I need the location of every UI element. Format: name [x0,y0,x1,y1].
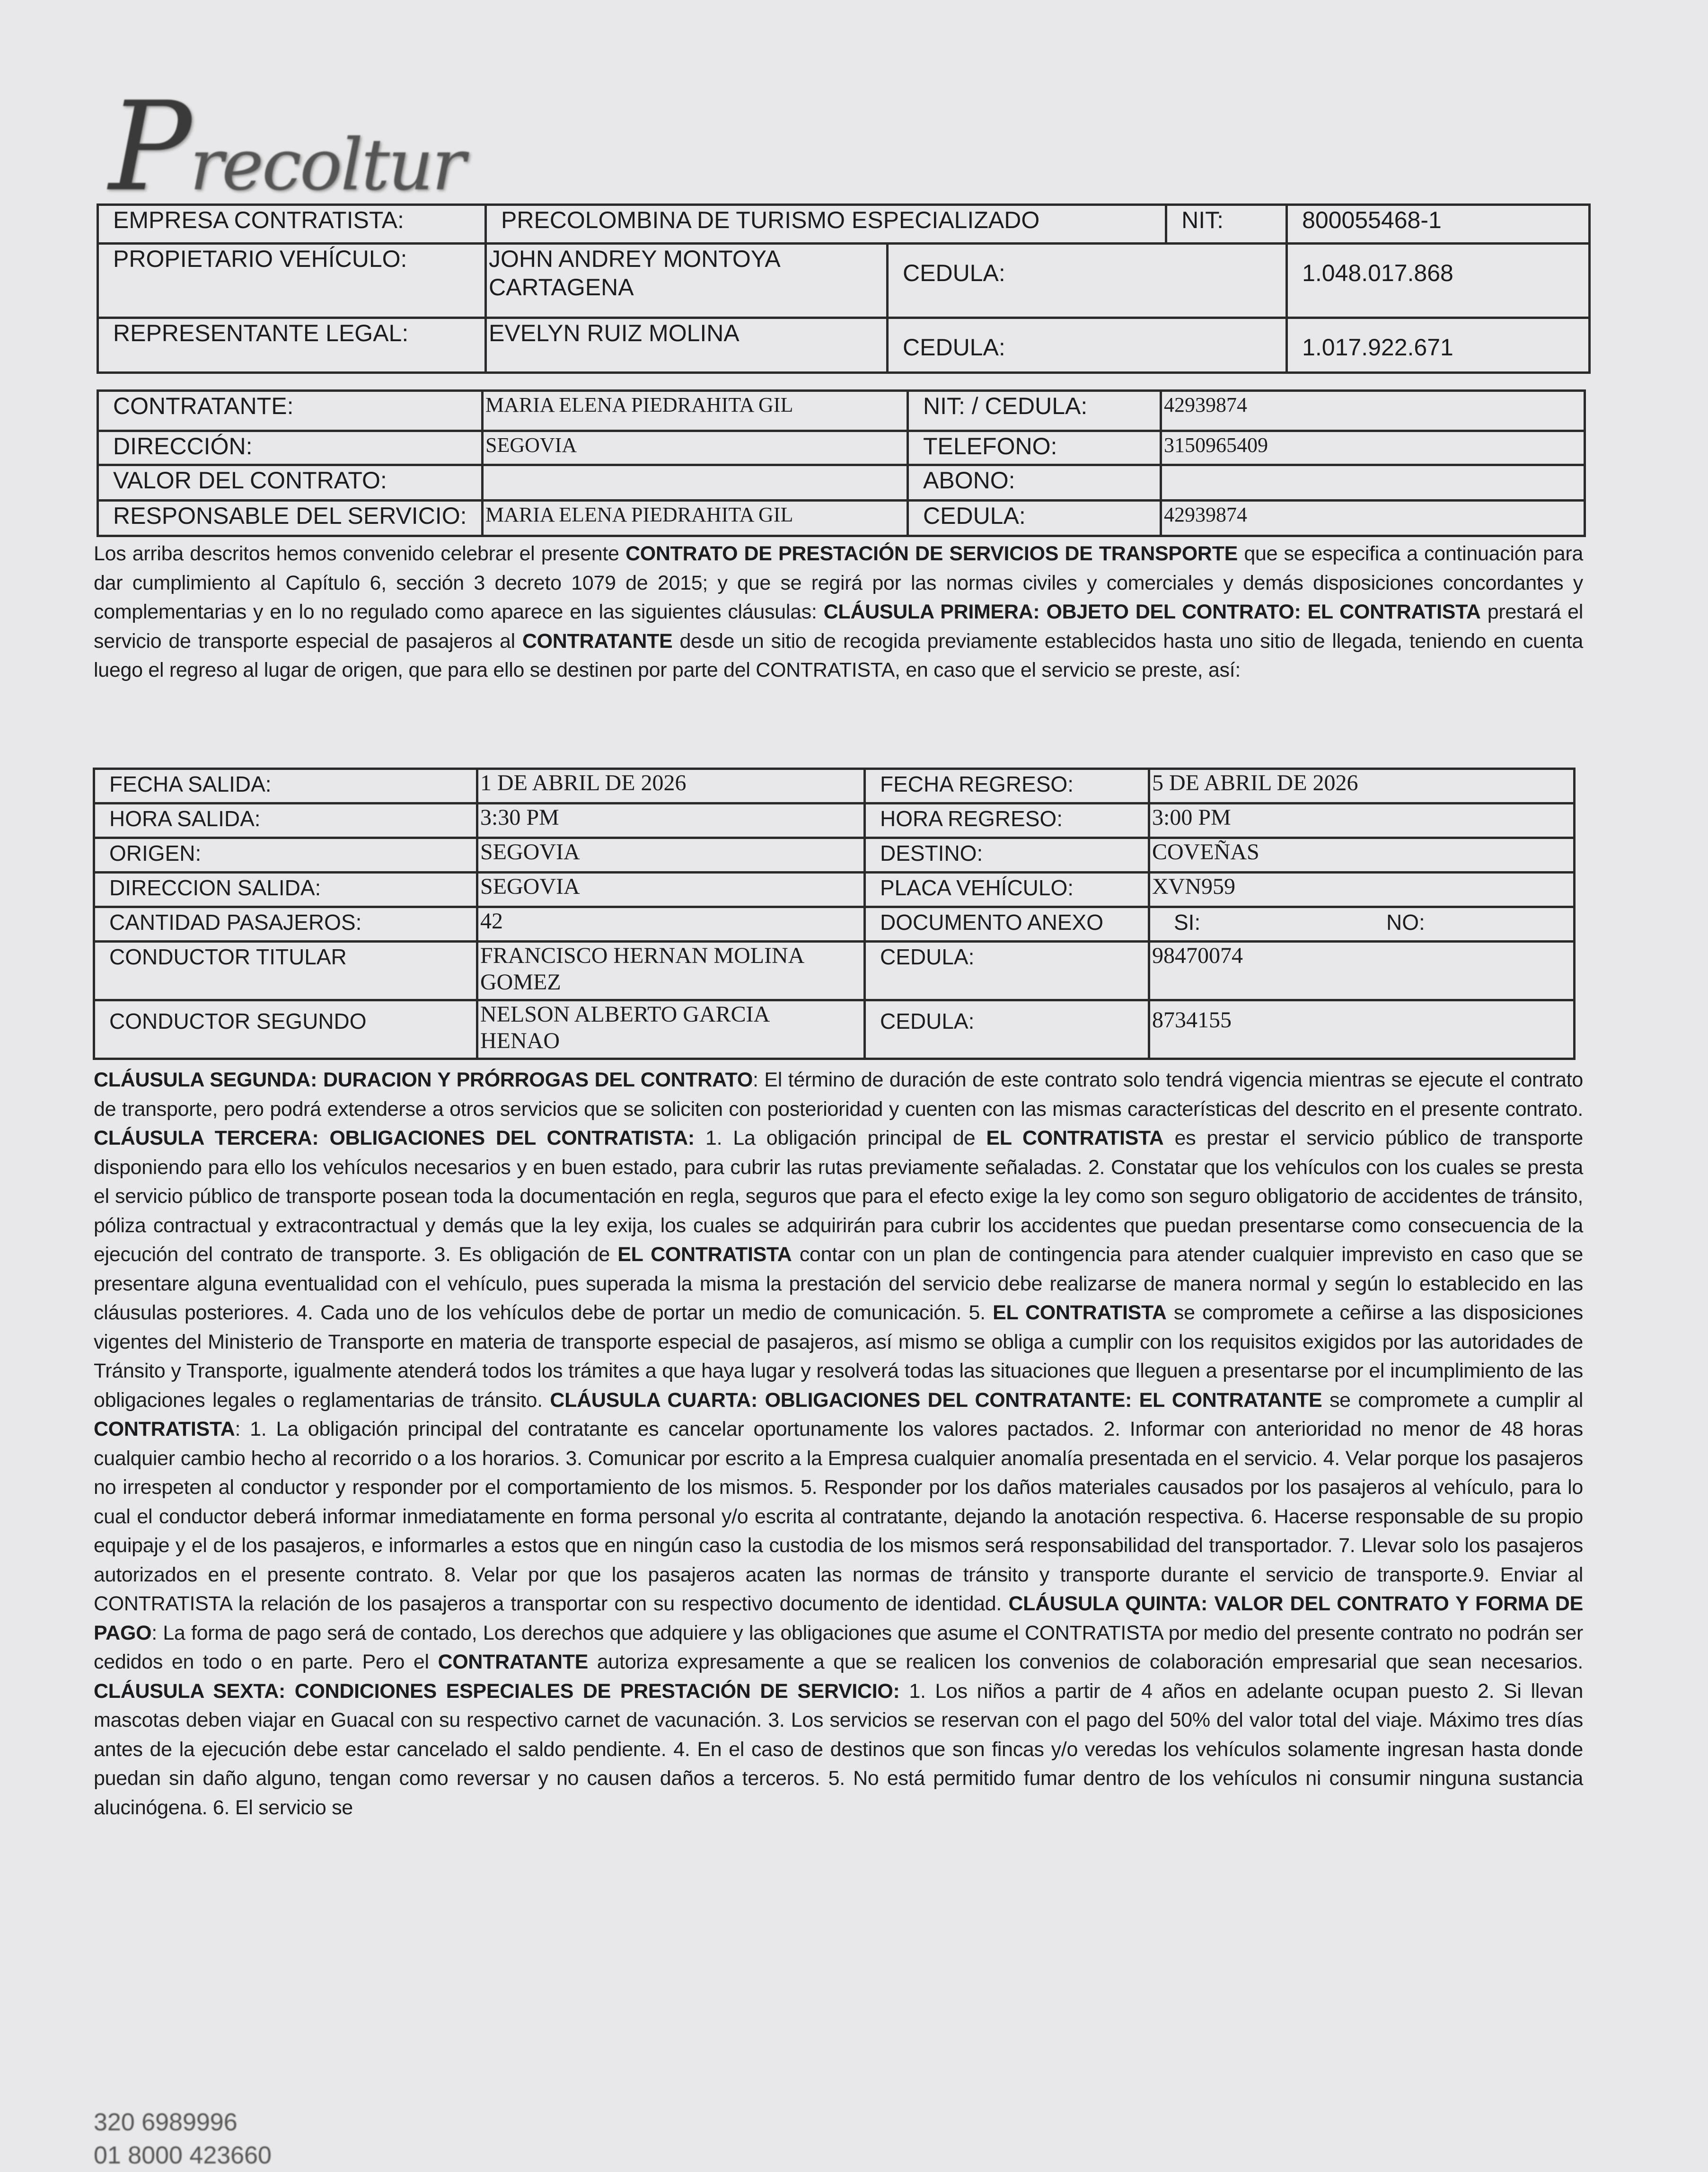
telefono-label: TELEFONO: [908,431,1161,465]
clause-text: : La forma de pago será de contado, Los derechos que adquiere y las obligaciones que asume el CONTRATISTA por medio del presente contrato no podrán ser cedidos en todo o en parte. Pero el [94,1621,1583,1673]
clause-heading: EL CONTRATISTA [617,1243,792,1266]
clause-text: contar con un plan de contingencia para atender cualquier imprevisto en caso que se presentare alguna eventualidad con el vehículo, pues superada la misma la prestación del servicio debe realizarse de manera normal y según lo establecido en las cláusulas posteriores. 4. Cada uno de los vehículos debe de portar un medio de comunicación. 5. [94,1243,1583,1324]
clause-heading: CLÁUSULA SEXTA: CONDICIONES ESPECIALES DE PRESTACIÓN DE SERVICIO: [94,1679,900,1703]
fecha-regreso-value: 5 DE ABRIL DE 2026 [1149,769,1575,803]
direccion-label: DIRECCIÓN: [98,431,483,465]
representante-cedula-label: CEDULA: [888,318,1287,373]
fecha-regreso-label: FECHA REGRESO: [865,769,1149,803]
direccion-salida-label: DIRECCION SALIDA: [94,873,477,907]
clause-text: autoriza expresamente a que se realicen los convenios de colaboración empresarial que sean necesarios. [588,1651,1583,1673]
clause-heading: CONTRATANTE [438,1651,589,1673]
conductor-titular-cedula-label: CEDULA: [865,942,1149,1000]
responsable-label: RESPONSABLE DEL SERVICIO: [98,501,483,536]
destino-label: DESTINO: [865,838,1149,873]
propietario-cedula-value: 1.048.017.868 [1287,244,1590,318]
clause-text: se compromete a cumplir al [1322,1388,1584,1412]
clause-text: 1. Los niños a partir de 4 años en adelante ocupan puesto 2. Si llevan mascotas deben viajar en Guacal con su respectivo carnet de vacunación. 3. Los servicios se reservan con el pago del 50% del valor total del viaje. Máximo tres días antes de la ejecución debe estar cancelado el saldo pendiente. 4. En el caso de destinos que son fincas y/o veredas los vehículos solamente ingresan hasta donde puedan sin daño alguno, tengan como reversar y no causen daños a terceros. 5. No está permitido fumar dentro de los vehículos ni consumir ninguna sustancia alucinógena. 6. El servicio se [94,1679,1583,1819]
no-checkbox-label[interactable]: NO: [1386,910,1425,935]
conductor-segundo-value: NELSON ALBERTO GARCIA HENAO [477,1000,865,1059]
clause-text: Los arriba descritos hemos convenido celebrar el presente [94,542,625,565]
conductor-titular-label: CONDUCTOR TITULAR [94,942,477,1000]
empresa-value: PRECOLOMBINA DE TURISMO ESPECIALIZADO [486,205,1166,244]
clause-heading: CONTRATISTA [94,1418,235,1440]
contratante-label: CONTRATANTE: [98,391,483,431]
conductor-segundo-cedula-label: CEDULA: [865,1000,1149,1059]
placa-label: PLACA VEHÍCULO: [865,873,1149,907]
contract-intro-paragraph [94,539,1583,685]
conductor-segundo-cedula-value: 8734155 [1149,1000,1575,1059]
valor-value [483,465,908,501]
clause-heading: EL CONTRATISTA [993,1301,1167,1324]
hora-regreso-label: HORA REGRESO: [865,803,1149,838]
hora-salida-value: 3:30 PM [477,803,865,838]
direccion-value: SEGOVIA [483,431,908,465]
telefono-value: 3150965409 [1161,431,1585,465]
propietario-cedula-label: CEDULA: [888,244,1287,318]
destino-value: COVEÑAS [1149,838,1575,873]
pasajeros-value: 42 [477,907,865,942]
clause-heading: CLÁUSULA SEGUNDA: DURACION Y PRÓRROGAS DEL CONTRATO [94,1068,753,1091]
fecha-salida-label: FECHA SALIDA: [94,769,477,803]
documento-anexo-label: DOCUMENTO ANEXO [865,907,1149,942]
responsable-value: MARIA ELENA PIEDRAHITA GIL [483,501,908,536]
clause-heading: CONTRATANTE [522,629,673,653]
clause-text: es prestar el servicio público de transporte disponiendo para ello los vehículos necesarios y en buen estado, para cubrir las rutas previamente señaladas. 2. Constatar que los vehículos con los cuales se presta el servicio público de transporte posean toda la documentación en regla, seguros que para el efecto exige la ley como son seguro obligatorio de accidentes de tránsito, póliza contractual y extracontractual y demás que la ley exija, los cuales se adquirirán para cubrir los accidentes que puedan presentarse como consecuencia de la ejecución del contrato de transporte. 3. Es obligación de [94,1127,1584,1266]
clause-heading: CLÁUSULA PRIMERA: OBJETO DEL CONTRATO: EL CONTRATISTA [823,600,1481,623]
client-table [97,389,1586,537]
abono-value [1161,465,1585,501]
clause-text: : El término de duración de este contrato solo tendrá vigencia mientras se ejecute el contrato de transporte, pero podrá extenderse a otros servicios que se soliciten con posterioridad y cuenten con las mismas características del descrito en el presente contrato. [94,1068,1583,1121]
nit-cedula-value: 42939874 [1161,391,1585,431]
company-logo [109,76,464,219]
clause-heading: CLÁUSULA QUINTA: VALOR DEL CONTRATO Y FORMA DE PAGO [94,1592,1584,1644]
conductor-titular-cedula-value: 98470074 [1149,942,1575,1000]
clause-heading: CONTRATO DE PRESTACIÓN DE SERVICIOS DE TRANSPORTE [625,542,1238,565]
logo-initial: P [109,76,190,219]
clause-heading: CLÁUSULA TERCERA: OBLIGACIONES DEL CONTRATISTA: [94,1127,695,1149]
origen-label: ORIGEN: [94,838,477,873]
clause-heading: CLÁUSULA CUARTA: OBLIGACIONES DEL CONTRATANTE: EL CONTRATANTE [550,1388,1322,1412]
phone-number: 01 8000 423660 [94,2142,272,2169]
clause-text: 1. La obligación principal de [694,1127,986,1149]
nit-value: 800055468-1 [1287,205,1590,244]
nit-cedula-label: NIT: / CEDULA: [908,391,1161,431]
clause-text: que se especifica a continuación para dar cumplimiento al Capítulo 6, sección 3 decreto 1079 de 2015; y que se regirá por las normas civiles y comerciales y demás disposiciones concordantes y complementarias y en lo no regulado como aparece en las siguientes cláusulas: [94,542,1584,623]
cedula-label: CEDULA: [908,501,1161,536]
hora-salida-label: HORA SALIDA: [94,803,477,838]
conductor-titular-value: FRANCISCO HERNAN MOLINA GOMEZ [477,942,865,1000]
contratante-value: MARIA ELENA PIEDRAHITA GIL [483,391,908,431]
si-checkbox-label[interactable]: SI: [1174,910,1201,935]
empresa-label: EMPRESA CONTRATISTA: [98,205,486,244]
clause-text: : 1. La obligación principal del contratante es cancelar oportunamente los valores pactados. 2. Informar con anterioridad no menor de 48 horas cualquier cambio hecho al recorrido o a los horarios. 3. Comunicar por escrito a la Empresa cualquier anomalía presentada en el servicio. 4. Velar porque los pasajeros no irrespeten al conductor y responder por el comportamiento de los mismos. 5. Responder por los daños materiales causados por los pasajeros al vehículo, para lo cual el conductor deberá informar inmediatamente en forma personal y/o escrita al contratante, dejando la anotación respectiva. 6. Hacerse responsable de su propio equipaje y el de los pasajeros, e informarles a estos que en ningún caso la custodia de los mismos será responsabilidad del transportador. 7. Llevar solo los pasajeros autorizados en el presente contrato. 8. Velar por que los pasajeros acaten las normas de tránsito y transporte durante el servicio de transporte.9. Enviar al CONTRATISTA la relación de los pasajeros a transportar con su respectivo documento de identidad. [94,1418,1583,1615]
direccion-salida-value: SEGOVIA [477,873,865,907]
propietario-label: PROPIETARIO VEHÍCULO: [98,244,486,318]
company-table [97,203,1591,374]
representante-label: REPRESENTANTE LEGAL: [98,318,486,373]
valor-label: VALOR DEL CONTRATO: [98,465,483,501]
nit-label: NIT: [1166,205,1287,244]
cedula-value: 42939874 [1161,501,1585,536]
phone-number: 320 6989996 [94,2109,238,2136]
representante-value: EVELYN RUIZ MOLINA [486,318,888,373]
clause-text: prestará el servicio de transporte especial de pasajeros al [94,600,1583,653]
representante-cedula-value: 1.017.922.671 [1287,318,1590,373]
clause-text: se compromete a ceñirse a las disposiciones vigentes del Ministerio de Transporte en materia de transporte especial de pasajeros, así mismo se obliga a cumplir con los requisitos exigidos por las autoridades de Tránsito y Transporte, igualmente atenderá todos los trámites a que haya lugar y resolverá todas las situaciones que lleguen a presentarse por el incumplimiento de las obligaciones legales o reglamentarias de tránsito. [94,1301,1583,1412]
clause-heading: EL CONTRATISTA [986,1127,1164,1149]
pasajeros-label: CANTIDAD PASAJEROS: [94,907,477,942]
footer-phones [94,2106,272,2172]
abono-label: ABONO: [908,465,1161,501]
documento-anexo-options [1149,907,1575,942]
fecha-salida-value: 1 DE ABRIL DE 2026 [477,769,865,803]
origen-value: SEGOVIA [477,838,865,873]
conductor-segundo-label: CONDUCTOR SEGUNDO [94,1000,477,1059]
placa-value: XVN959 [1149,873,1575,907]
logo-text: recoltur [189,124,464,206]
clause-text: desde un sitio de recogida previamente establecidos hasta uno sitio de llegada, teniendo en cuenta luego el regreso al lugar de origen, que para ello se destinen por parte del CONTRATISTA, en caso que el servicio se preste, así: [94,629,1583,681]
propietario-value: JOHN ANDREY MONTOYA CARTAGENA [486,244,888,318]
trip-table [93,768,1576,1060]
contract-clauses-paragraph [94,1066,1583,1822]
hora-regreso-value: 3:00 PM [1149,803,1575,838]
